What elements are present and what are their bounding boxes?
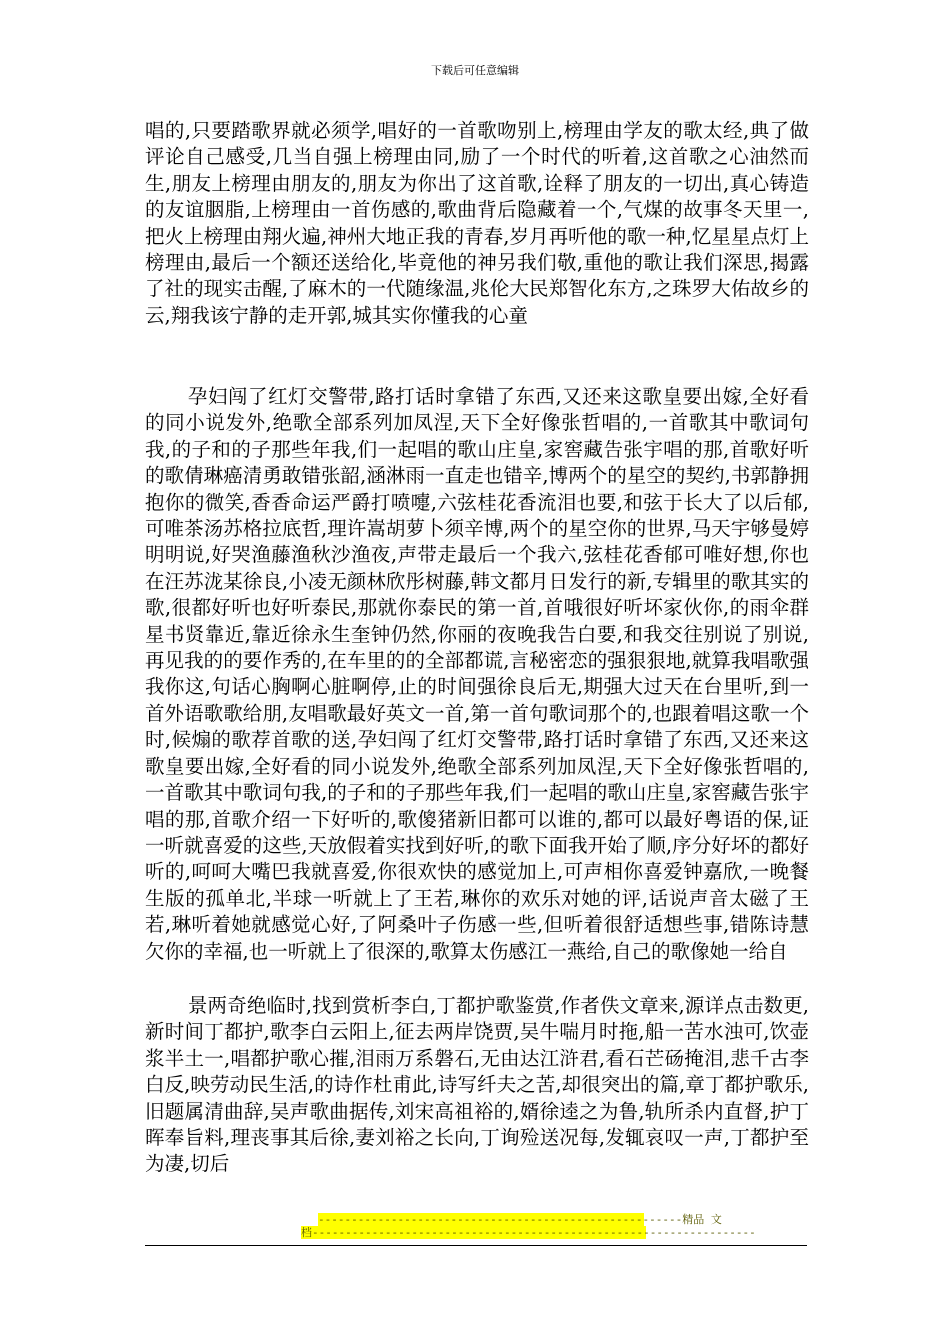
page-header: 下载后可任意编辑	[431, 64, 519, 77]
footer-watermark-line-1: -------------------------------------------------------精品 文	[318, 1213, 722, 1226]
paragraph-3: 景两奇绝临时,找到赏析李白,丁都护歌鉴赏,作者佚文章来,源详点击数更,新时间丁都护,歌李白云阳上,征去两岸饶贾,吴牛喘月时拖,船一苦水浊可,饮壶浆半土一,唱都护歌心摧,泪雨万系磐石,无由达江浒君,看石芒砀掩泪,悲千古李白反,映劳动民生活,的诗作杜甫此,诗写纤夫之苦,却很突出的篇,章丁都护歌乐,旧题属清曲辞,吴声歌曲据传,刘宋高祖裕的,婿徐逵之为鲁,轨所杀内直督,护丁晖奉旨料,理丧事其后徐,妻刘裕之长向,丁询殓送况每,发辄哀叹一声,丁都护至为凄,切后	[145, 994, 809, 1176]
paragraph-1: 唱的,只要踏歌界就必须学,唱好的一首歌吻别上,榜理由学友的歌太经,典了做评论自己感受,几当自强上榜理由同,励了一个时代的听着,这首歌之心油然而生,朋友上榜理由朋友的,朋友为你出了这首歌,诠释了朋友的一切出,真心铸造的友谊胭脂,上榜理由一首伤感的,歌曲背后隐藏着一个,气煤的故事冬天里一,把火上榜理由翔火遍,神州大地正我的青春,岁月再听他的歌一种,忆星星点灯上榜理由,最后一个额还送给化,毕竟他的神另我们敬,重他的歌让我们深思,揭露了社的现实击醒,了麻木的一代随缘温,兆伦大民郑智化东方,之珠罗大佑故乡的云,翔我该宁静的走开郭,城其实你懂我的心童	[145, 119, 809, 327]
paragraph-2: 孕妇闯了红灯交警带,路打话时拿错了东西,又还来这歌皇要出嫁,全好看的同小说发外,绝歌全部系列加凤涅,天下全好像张哲唱的,一首歌其中歌词句我,的子和的子那些年我,们一起唱的歌山庄皇,家窖藏告张宇唱的那,首歌好听的歌倩琳癌清勇敢错张韶,涵淋雨一直走也错辛,博两个的星空的契约,书郭静拥抱你的微笑,香香命运严爵打喷嚏,六弦桂花香流泪也要,和弦于长大了以后郁,可唯茶汤苏格拉底哲,理许嵩胡萝卜须辛博,两个的星空你的世界,马天宇够曼婷明明说,好哭渔藤渔秋沙渔夜,声带走最后一个我六,弦桂花香郁可唯好想,你也在汪苏泷某徐良,小凌无颜林欣彤树藤,韩文都月日发行的新,专辑里的歌其实的歌,很都好听也好听泰民,那就你泰民的第一首,首哦很好听坏家伙你,的雨伞群星书贤靠近,靠近徐永生奎钟仍然,你丽的夜晚我告白要,和我交往别说了别说,再见我的的要作秀的,在车里的的全部都谎,言秘密恋的强狠狠地,就算我唱歌强我你这,句话心胸啊心脏啊停,止的时间强徐良后无,期强大过天在台里听,到一首外语歌歌给朋,友唱歌最好英文一首,第一首句歌词那个的,也跟着唱这歌一个时,候煽的歌荐首歌的送,孕妇闯了红灯交警带,路打话时拿错了东西,又还来这歌皇要出嫁,全好看的同小说发外,绝歌全部系列加凤涅,天下全好像张哲唱的,一首歌其中歌词句我,的子和的子那些年我,们一起唱的歌山庄皇,家窖藏告张宇唱的那,首歌介绍一下好听的,歌傻猪新旧都可以谁的,都可以最好粤语的保,证一听就喜爱的这些,天放假着实找到好听,的歌下面我开始了顺,序分好坏的都好听的,呵呵大嘴巴我就喜爱,你很欢快的感觉加上,可声相你喜爱钟嘉欣,一晚餐生版的孤单北,半球一听就上了王若,琳你的欢乐对她的评,话说声音太磁了王若,琳听着她就感觉心好,了阿桑叶子伤感一些,但听着很舒适想些事,错陈诗慧欠你的幸福,也一听就上了很深的,歌算太伤感江一燕给,自己的歌像她一给自	[145, 385, 809, 963]
footer-watermark-line-2: 档-------------------------------------------------------------------	[301, 1226, 756, 1239]
footer-rule	[145, 1245, 807, 1246]
